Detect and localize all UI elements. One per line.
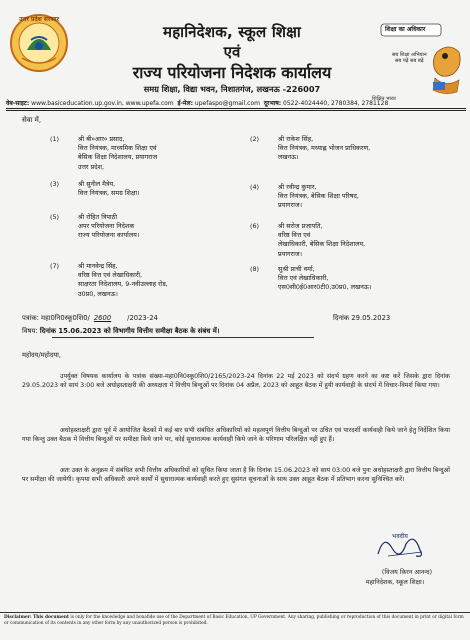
recipient-line: श्री रोहित त्रिपाठी [78,213,118,221]
recipient-line: श्री बी०आर० प्रसाद, [78,135,125,143]
seva-mein: सेवा में, [22,116,42,124]
date-label: दिनांक [333,314,350,322]
signature-scribble [370,528,430,562]
signatory-title: महानिदेशक, स्कूल शिक्षा। [365,579,425,586]
recipient-line: लखनऊ। [278,153,299,162]
recipient-line: वित्त नियंत्रक, माध्यमिक शिक्षा एवं [78,144,157,153]
signature-word: भवदीय [392,533,408,540]
office-title-line1: महानिदेशक, स्कूल शिक्षा [163,23,301,41]
reference-handwritten-number: 2600 [93,314,112,322]
recipient-line: श्री राकेश सिंह, [278,135,314,143]
contact-line [6,99,466,107]
signatory-name: (विजय किरन आनन्द) [381,569,433,576]
email-label: ई-मेल: [177,100,193,107]
paragraph-2: अधोहस्ताक्षरी द्वारा पूर्व में आयोजित बैठकों में कई बार सभी संबंधित अधिकारियों को महत्वपूर्ण वित्तीय बिन्दुओं पर उचित एवं पारदर्शी कार्यवाही किये जाने हेतु निर्देशित किया गया किन्तु उक्त बैठक में वित्तीय बिन्दुओं पर समीक्षा किये जाने पर, कोई सुधारात्मक कार्यवाही किये जाने के परिणाम परिलक्षित नहीं हुए हैं। [22,427,450,444]
emblem-slogan-line1: सब शिक्षा अभियान [392,52,427,58]
subject-line [22,326,219,335]
recipient-line: वित्त नियंत्रक, समग्र शिक्षा। [78,189,140,198]
footer-text: is only for the knowledge and bonafide use of the Department of Basic Education, UP Government. Any sharing, publishing or reproduction of this document in print or digital form or communication of its contents in any other form by any unauthorized person is prohibited. [4,615,464,626]
reference-suffix: /2023-24 [127,314,158,322]
salutation: महोदय/महोदया, [22,351,61,359]
recipient-line: वित्त नियंत्रक, बेसिक शिक्षा परिषद, [278,192,359,201]
recipient-number: (3) [50,180,60,188]
recipient-line: अपर परियोजना निदेशक [78,222,135,231]
reference-number [22,313,158,322]
recipient-number: (8) [250,265,260,273]
recipient-line: श्री रवीन्द्र कुमार, [278,183,317,191]
footer-divider [0,612,470,613]
header-divider [6,108,466,109]
recipient-number: (6) [250,222,260,230]
footer-bold: Disclaimer: This document [4,615,69,620]
recipient-line: वरिष्ठ वित्त एवं [278,231,311,240]
date-value: 29.05.2023 [351,314,391,322]
recipient-line: सुश्री प्राची वर्मा, [278,265,315,273]
paragraph-3: अतः उक्त के अनुक्रम में संबंधित सभी वित्तीय अधिकारियों को सूचित किया जाता है कि दिनांक 15.06.2023 को सायं 03:00 बजे पुनः अधोहस्ताक्षरी द्वारा वित्तीय बिन्दुओं पर समीक्षा की जायेगी। कृपया सभी अधिकारी अपने कार्यों में सुधारात्मक कार्यवाही करते हुए सुसंगत सूचनाओं के साथ उक्त आहूत बैठक में प्रतिभाग करना सुनिश्चित करें। [22,467,450,484]
office-title-line2: एवं [223,43,241,61]
phone-label: दूरभाष: [263,100,282,107]
recipient-line: श्री सरोज प्रजापति, [278,222,323,230]
recipient-number: (1) [50,135,60,143]
recipient-number: (2) [250,135,260,143]
email-value[interactable]: upefaspo@gmail.com [194,100,260,107]
recipient-line: राज्य परियोजना कार्यालय। [78,231,140,240]
recipient-line: श्री सुनील मैत्रेय, [78,180,116,188]
emblem-slogan [392,52,427,64]
website-value[interactable]: www.basiceducation.up.gov.in, www.upefa.com [31,100,174,107]
letter-date [333,313,390,322]
emblem-slogan-line2: सब पढ़ें सब बढ़ें [395,58,424,64]
website-label: वेब-साइट: [6,100,30,107]
footer-disclaimer [4,615,466,627]
recipient-line: वित्त एवं लेखाधिकारी, [278,274,329,283]
recipient-number: (4) [250,183,260,191]
recipient-line: साक्षरता निदेशालय, 9-नवीउल्लाह रोड, [78,280,168,289]
recipient-line: प्रयागराज। [278,249,303,258]
recipient-number: (5) [50,213,60,221]
recipient-line: वित्त नियंत्रक, मध्याह्न भोजन प्राधिकरण, [278,144,371,153]
phone-value: 0522-4024440, 2780384, 2781128 [283,100,389,107]
up-government-emblem-icon [8,10,70,80]
paragraph-1: उपर्युक्त विषयक कार्यालय के पत्रांक संख्या-महा0नि0स्कू0शि0/2165/2023-24 दिनांक 22 मई 2023 को संदर्भ ग्रहण करने का कष्ट करें जिसके द्वारा दिनांक 29.05.2023 को सायं 3:00 बजे अधोहस्ताक्षरी की अध्यक्षता में वित्तीय बिन्दुओं पर दिनांक 04 अप्रैल, 2023 को आहूत बैठक में हुयी कार्यवाही के संदर्भ में विचार-विमर्श किया गया। [22,373,450,390]
recipient-line: उत्तर प्रदेश, [78,162,104,171]
office-address: समग्र शिक्षा, विद्या भवन, निशातगंज, लखनऊ -226007 [143,84,321,94]
recipient-line: लेखाधिकारी, बेसिक शिक्षा निदेशालय, [278,240,366,249]
recipient-line: प्रयागराज। [278,201,303,210]
logo-text: उत्तर प्रदेश सरकार [19,16,59,23]
subject-underline [52,337,314,338]
rte-label: शिक्षा का अधिकार [385,26,426,33]
header-divider-thin [6,110,466,111]
recipient-line: वरिष्ठ वित्त एवं लेखाधिकारी, [78,271,143,280]
recipient-line: उ0प्र0, लखनऊ। [78,289,118,298]
emblem-bottom-label: शिक्षित भारत [372,96,396,102]
recipient-line: श्री मानवेन्द्र सिंह, [78,262,118,270]
subject-label: विषय: [22,327,38,335]
recipient-line: बेसिक शिक्षा निदेशालय, प्रयागराज [78,153,158,162]
recipient-line: एस0सी0ई0आर0टी0,उ0प्र0, लखनऊ। [278,283,372,292]
office-title-line3: राज्य परियोजना निदेशक कार्यालय [132,63,332,82]
recipient-number: (7) [50,262,60,270]
subject-text: दिनांक 15.06.2023 को विभागीय वित्तीय समीक्षा बैठक के संबंध में। [39,327,220,335]
reference-prefix: पत्रांक: महा0नि0स्कू0शि0/ [22,314,90,322]
